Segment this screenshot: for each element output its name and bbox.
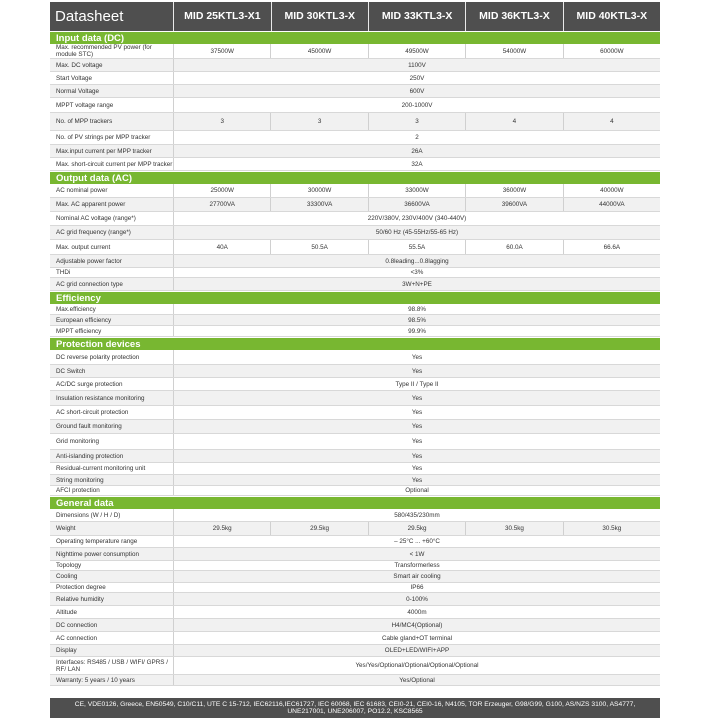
table-row xyxy=(50,44,660,59)
value-cell: 40A xyxy=(174,240,271,254)
table-row xyxy=(50,59,660,72)
shared-value-cell: 50/60 Hz (45-55Hz/55-65 Hz) xyxy=(375,229,459,236)
value-cell: 30000W xyxy=(271,184,368,197)
table-row xyxy=(50,463,660,475)
row-label: No. of PV strings per MPP tracker xyxy=(50,131,174,144)
row-label: AC/DC surge protection xyxy=(50,378,174,390)
value-cell: 50.5A xyxy=(271,240,368,254)
shared-value-cell: – 25°C ... +60°C xyxy=(394,538,440,545)
row-label: Relative humidity xyxy=(50,593,174,605)
row-label: Residual-current monitoring unit xyxy=(50,463,174,474)
table-row xyxy=(50,619,660,632)
section-header: Efficiency xyxy=(50,292,660,304)
row-label: Nominal AC voltage (range*) xyxy=(50,212,174,225)
row-label: Adjustable power factor xyxy=(50,255,174,267)
shared-value-cell: Yes xyxy=(411,409,423,416)
row-label: Max. short-circuit current per MPP tracker xyxy=(50,158,174,170)
shared-value-cell: Optional xyxy=(405,487,429,494)
shared-value-cell: 580/435/230mm xyxy=(394,511,440,519)
row-label: Display xyxy=(50,645,174,656)
value-cell: 33300VA xyxy=(271,198,368,211)
shared-value-cell: Yes xyxy=(411,423,423,430)
value-cell: 27700VA xyxy=(174,198,271,211)
row-label: AC short-circuit protection xyxy=(50,406,174,419)
row-label: String monitoring xyxy=(50,475,174,485)
table-row xyxy=(50,420,660,434)
value-cell: 4 xyxy=(610,118,614,125)
model-header: MID 30KTL3-X xyxy=(272,2,368,31)
table-row xyxy=(50,450,660,463)
shared-value-cell: 2 xyxy=(415,134,419,141)
shared-value-cell: 26A xyxy=(411,147,423,155)
shared-value-cell: Smart air cooling xyxy=(393,573,441,580)
shared-value-cell: Yes xyxy=(411,394,423,402)
table-body xyxy=(50,32,660,686)
table-row xyxy=(50,548,660,561)
row-label: Start Voltage xyxy=(50,72,174,84)
shared-value-cell: H4/MC4(Optional) xyxy=(391,621,443,629)
row-label: Max. DC voltage xyxy=(50,59,174,71)
table-row xyxy=(50,304,660,315)
table-row xyxy=(50,675,660,686)
table-row xyxy=(50,85,660,98)
value-cell: 29.5kg xyxy=(271,522,368,535)
row-label: Nighttime power consumption xyxy=(50,548,174,560)
table-row xyxy=(50,509,660,522)
shared-value-cell: 200-1000V xyxy=(401,101,433,109)
table-row xyxy=(50,212,660,226)
row-label: Max. recommended PV power (for module STC) xyxy=(50,44,174,58)
shared-value-cell: Yes xyxy=(411,452,423,460)
value-cell: 33000W xyxy=(369,184,466,197)
table-row xyxy=(50,593,660,606)
value-cell: 60000W xyxy=(600,47,624,55)
row-label: Protection degree xyxy=(50,583,174,592)
table-row xyxy=(50,145,660,158)
shared-value-cell: 0-100% xyxy=(406,595,428,603)
table-row xyxy=(50,536,660,548)
shared-value-cell: Yes xyxy=(411,353,423,361)
section-header: Input data (DC) xyxy=(50,32,660,44)
shared-value-cell: 32A xyxy=(411,160,423,168)
shared-value-cell: Yes xyxy=(411,438,423,445)
value-cell: 3 xyxy=(174,113,271,130)
table-row xyxy=(50,226,660,240)
value-cell: 36000W xyxy=(466,184,563,197)
table-row xyxy=(50,571,660,583)
value-cell: 4 xyxy=(466,113,563,130)
table-row xyxy=(50,240,660,255)
value-cell: 30.5kg xyxy=(602,525,622,532)
table-row xyxy=(50,278,660,291)
row-label: Max.efficiency xyxy=(50,304,174,314)
row-label: Operating temperature range xyxy=(50,536,174,547)
datasheet-table xyxy=(50,2,660,718)
table-row xyxy=(50,486,660,496)
shared-value-cell: Yes/Optional xyxy=(399,676,435,684)
table-row xyxy=(50,198,660,212)
datasheet-title: Datasheet xyxy=(50,2,173,31)
shared-value-cell: 1100V xyxy=(408,61,426,69)
table-row xyxy=(50,72,660,85)
shared-value-cell: 98.5% xyxy=(408,316,426,324)
row-label: AFCI protection xyxy=(50,486,174,495)
table-row xyxy=(50,255,660,268)
table-row xyxy=(50,315,660,326)
section-header: General data xyxy=(50,497,660,509)
row-label: MPPT voltage range xyxy=(50,98,174,112)
value-cell: 49500W xyxy=(369,44,466,58)
row-label: Altitude xyxy=(50,606,174,618)
value-cell: 60.0A xyxy=(466,240,563,254)
shared-value-cell: 99.9% xyxy=(408,327,426,335)
row-label: Topology xyxy=(50,561,174,570)
value-cell: 40000W xyxy=(600,187,624,194)
table-row xyxy=(50,632,660,645)
header-row xyxy=(50,2,660,31)
value-cell: 29.5kg xyxy=(174,522,271,535)
row-label: Normal Voltage xyxy=(50,85,174,97)
table-row xyxy=(50,184,660,198)
value-cell: 25000W xyxy=(174,184,271,197)
value-cell: 29.5kg xyxy=(369,522,466,535)
row-label: DC reverse polarity protection xyxy=(50,350,174,364)
shared-value-cell: 250V xyxy=(409,74,425,82)
row-label: Insulation resistance monitoring xyxy=(50,391,174,405)
table-row xyxy=(50,475,660,486)
table-row xyxy=(50,657,660,675)
row-label: DC Switch xyxy=(50,365,174,377)
shared-value-cell: 600V xyxy=(409,87,425,95)
row-label: Max.input current per MPP tracker xyxy=(50,145,174,157)
table-row xyxy=(50,583,660,593)
section-header: Output data (AC) xyxy=(50,172,660,184)
row-label: AC grid frequency (range*) xyxy=(50,226,174,239)
shared-value-cell: <3% xyxy=(410,269,424,276)
row-label: Anti-islanding protection xyxy=(50,450,174,462)
table-row xyxy=(50,434,660,450)
shared-value-cell: 220V/380V, 230V/400V (340-440V) xyxy=(367,215,467,222)
row-label: Grid monitoring xyxy=(50,434,174,449)
shared-value-cell: Yes xyxy=(411,465,423,472)
table-row xyxy=(50,561,660,571)
row-label: DC connection xyxy=(50,619,174,631)
row-label: Warranty: 5 years / 10 years xyxy=(50,675,174,685)
row-label: Dimensions (W / H / D) xyxy=(50,509,174,521)
table-row xyxy=(50,522,660,536)
value-cell: 36600VA xyxy=(369,198,466,211)
section-header: Protection devices xyxy=(50,338,660,350)
shared-value-cell: 98.8% xyxy=(408,305,426,313)
row-label: Weight xyxy=(50,522,174,535)
table-row xyxy=(50,158,660,171)
row-label: Interfaces: RS485 / USB / WIFI/ GPRS / RF/ LAN xyxy=(50,657,174,674)
table-row xyxy=(50,98,660,113)
row-label: Max. AC apparent power xyxy=(50,198,174,211)
row-label: THDi xyxy=(50,268,174,277)
shared-value-cell: Yes xyxy=(411,476,423,484)
table-row xyxy=(50,131,660,145)
shared-value-cell: < 1W xyxy=(409,550,425,558)
table-row xyxy=(50,378,660,391)
model-header: MID 25KTL3-X1 xyxy=(174,2,270,31)
table-row xyxy=(50,391,660,406)
value-cell: 45000W xyxy=(271,44,368,58)
row-label: AC grid connection type xyxy=(50,278,174,290)
row-label: AC connection xyxy=(50,632,174,644)
shared-value-cell: Type II / Type II xyxy=(395,380,439,388)
value-cell: 3 xyxy=(271,113,368,130)
row-label: Cooling xyxy=(50,571,174,582)
row-label: Max. output current xyxy=(50,240,174,254)
shared-value-cell: Cable gland+OT terminal xyxy=(381,634,453,642)
row-label: MPPT efficiency xyxy=(50,326,174,336)
shared-value-cell: IP66 xyxy=(410,584,424,591)
row-label: European efficiency xyxy=(50,315,174,325)
value-cell: 3 xyxy=(369,113,466,130)
row-label: AC nominal power xyxy=(50,184,174,197)
shared-value-cell: 4000m xyxy=(407,608,427,616)
table-row xyxy=(50,365,660,378)
shared-value-cell: 0.8leading...0.8lagging xyxy=(385,257,449,265)
value-cell: 66.6A xyxy=(603,243,621,251)
row-label: No. of MPP trackers xyxy=(50,113,174,130)
certifications-footer: CE, VDE0126, Greece, EN50549, C10/C11, UTE C 15-712, IEC62116,IEC61727, IEC 60068, IEC 61683, CEI0-21, CEI0-16, N4105, TOR Erzeuger, G98/G99, G100, AS/NZS 3100, AS4777, UNE217001, UNE206007, PO12.2, KSC8565 xyxy=(50,698,660,718)
table-row xyxy=(50,113,660,131)
table-row xyxy=(50,350,660,365)
value-cell: 30.5kg xyxy=(466,522,563,535)
table-row xyxy=(50,406,660,420)
table-row xyxy=(50,268,660,278)
model-header: MID 33KTL3-X xyxy=(369,2,465,31)
value-cell: 55.5A xyxy=(369,240,466,254)
value-cell: 39600VA xyxy=(466,198,563,211)
shared-value-cell: Yes/Yes/Optional/Optional/Optional/Optional xyxy=(355,662,479,669)
shared-value-cell: Transformerless xyxy=(394,562,440,569)
shared-value-cell: OLED+LED/WIFI+APP xyxy=(384,647,450,654)
table-row xyxy=(50,606,660,619)
table-row xyxy=(50,645,660,657)
model-header: MID 40KTL3-X xyxy=(564,2,660,31)
value-cell: 37500W xyxy=(174,44,271,58)
value-cell: 44000VA xyxy=(599,201,625,208)
model-header: MID 36KTL3-X xyxy=(466,2,562,31)
shared-value-cell: 3W+N+PE xyxy=(402,280,432,288)
shared-value-cell: Yes xyxy=(411,367,423,375)
row-label: Ground fault monitoring xyxy=(50,420,174,433)
value-cell: 54000W xyxy=(466,44,563,58)
table-row xyxy=(50,326,660,337)
